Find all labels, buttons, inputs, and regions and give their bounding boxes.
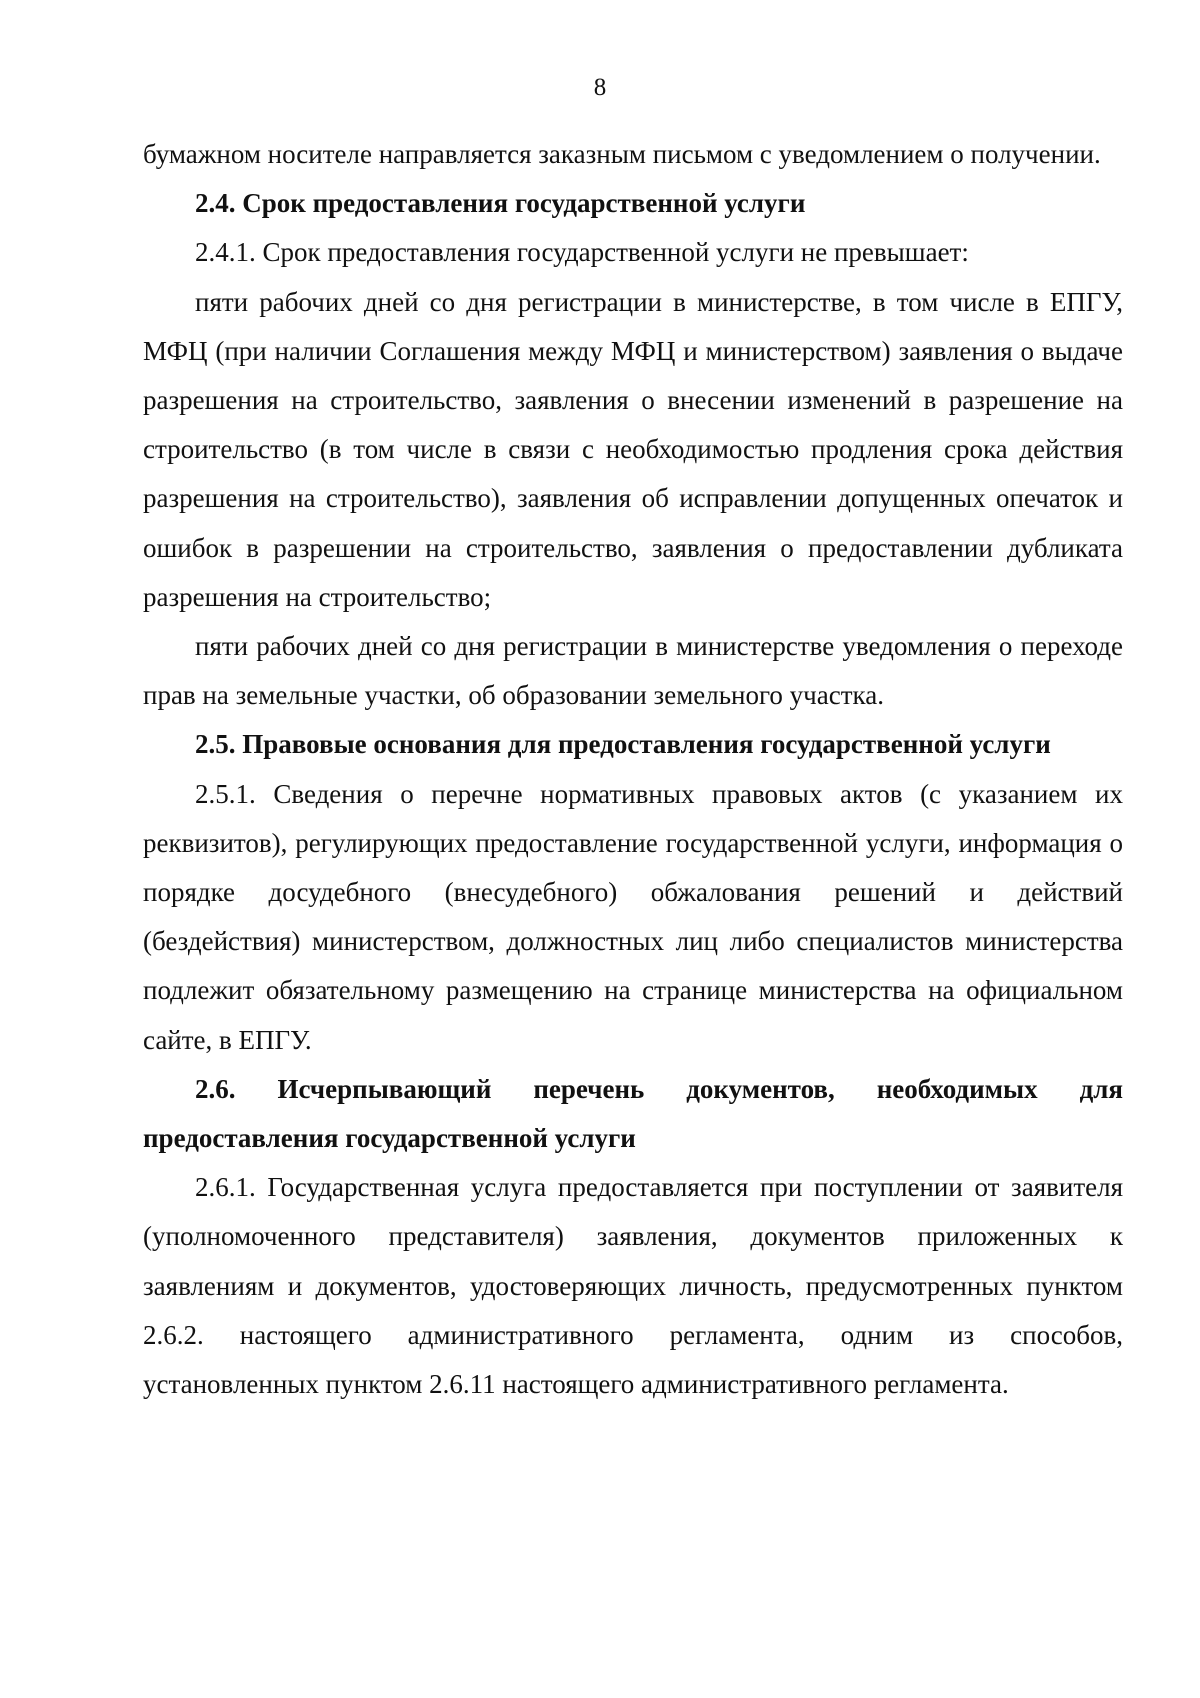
document-body bbox=[143, 130, 1123, 1409]
section-heading-2-6: 2.6. Исчерпывающий перечень документов, необходимых для предоставления государственной услуги bbox=[143, 1073, 1123, 1154]
paragraph-five-days-applications: пяти рабочих дней со дня регистрации в министерстве, в том числе в ЕПГУ, МФЦ (при наличии Соглашения между МФЦ и министерством) заявления о выдаче разрешения на строительство, заявления о внесении изменений в разрешение на строительство (в том числе в связи с необходимостью продления срока действия разрешения на строительство), заявления об исправлении допущенных опечаток и ошибок в разрешении на строительство, заявления о предоставлении дубликата разрешения на строительство; bbox=[143, 286, 1123, 612]
paragraph-five-days-notification: пяти рабочих дней со дня регистрации в министерстве уведомления о переходе прав на земельные участки, об образовании земельного участка. bbox=[143, 631, 1123, 711]
paragraph-2-5-1: 2.5.1. Сведения о перечне нормативных правовых актов (с указанием их реквизитов), регулирующих предоставление государственной услуги, информация о порядке досудебного (внесудебного) обжалования решений и действий (бездействия) министерством, должностных лиц либо специалистов министерства подлежит обязательному размещению на странице министерства на официальном сайте, в ЕПГУ. bbox=[143, 778, 1123, 1055]
paragraph-continuation: бумажном носителе направляется заказным письмом с уведомлением о получении. bbox=[143, 139, 1101, 169]
section-heading-2-4: 2.4. Срок предоставления государственной услуги bbox=[195, 188, 806, 219]
paragraph-2-4-1: 2.4.1. Срок предоставления государственной услуги не превышает: bbox=[195, 237, 969, 268]
section-heading-2-5: 2.5. Правовые основания для предоставления государственной услуги bbox=[195, 729, 1051, 760]
page-number: 8 bbox=[593, 74, 607, 101]
paragraph-2-6-1: 2.6.1. Государственная услуга предоставляется при поступлении от заявителя (уполномоченного представителя) заявления, документов приложенных к заявлениям и документов, удостоверяющих личность, предусмотренных пунктом 2.6.2. настоящего административного регламента, одним из способов, установленных пунктом 2.6.11 настоящего административного регламента. bbox=[143, 1172, 1123, 1400]
